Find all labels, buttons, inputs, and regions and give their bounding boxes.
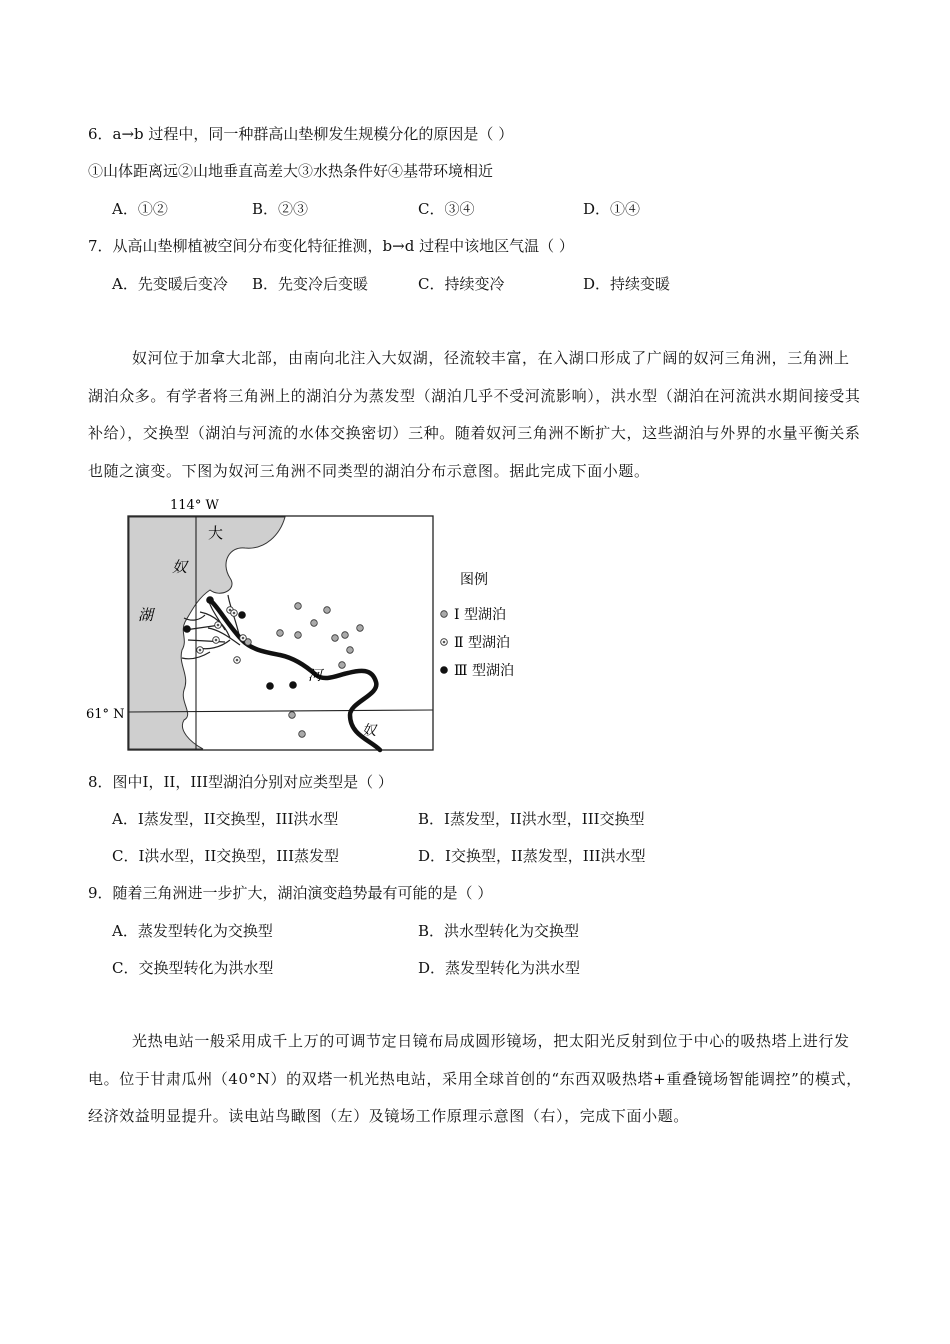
type-3-lake [206,596,214,604]
type-3-lake [289,681,297,689]
delta-lake-map [80,490,540,760]
q7-option-d[interactable]: D．持续变暖 [583,275,671,293]
q6-option-c[interactable]: C．③④ [418,200,475,218]
type-2-lake [197,647,204,654]
q8-option-c[interactable]: C．I洪水型，II交换型，III蒸发型 [112,847,340,865]
lake-char-hu: 湖 [138,606,154,624]
longitude-label: 114° W [170,498,219,513]
river-char-he: 河 [308,668,322,684]
q8-option-a[interactable]: A．I蒸发型，II交换型，III洪水型 [112,810,339,828]
type-2-lake [240,635,247,642]
type-1-lake [299,731,306,738]
passage-solar-thermal: 光热电站一般采用成千上万的可调节定日镜布局成圆形镜场，把太阳光反射到位于中心的吸热塔上进行发电。位于甘肃瓜州（40°N）的双塔一机光热电站，采用全球首创的“东西双吸热塔+重叠镜场智能调控”的模式，经济效益明显提升。读电站鸟瞰图（左）及镜场工作原理示意图（右），完成下面小题。 [88,1032,862,1125]
q9-option-b[interactable]: B．洪水型转化为交换型 [418,922,580,940]
map-legend [440,572,514,679]
type-3-lake [238,611,246,619]
q9-option-a[interactable]: A．蒸发型转化为交换型 [112,922,273,940]
q6-option-d[interactable]: D．①④ [583,200,641,218]
type-2-lake [234,657,241,664]
q7-option-b[interactable]: B．先变冷后变暖 [252,275,369,293]
type-2-lake [215,622,222,629]
type-1-lake [311,620,318,627]
q6-option-a[interactable]: A．①② [112,200,168,218]
type-1-lake [347,647,354,654]
type-1-lake [295,632,302,639]
lake-char-da: 大 [208,524,224,542]
type-1-lake [342,632,349,639]
type-1-lake [277,630,284,637]
type-3-lake [266,682,274,690]
legend-type-2: Ⅱ 型湖泊 [454,635,510,651]
q9-stem: 9．随着三角洲进一步扩大，湖泊演变趋势最有可能的是（ ） [88,884,493,902]
legend-swatch-type-1 [441,611,448,618]
q7-option-c[interactable]: C．持续变冷 [418,275,505,293]
type-2-lake [213,637,220,644]
type-1-lake [324,607,331,614]
legend-type-1: Ⅰ 型湖泊 [454,607,506,623]
type-1-lake [332,635,339,642]
q7-stem: 7．从高山垫柳植被空间分布变化特征推测，b→d 过程中该地区气温（ ） [88,237,574,255]
type-2-lake [231,610,238,617]
q8-stem: 8．图中I，II，III型湖泊分别对应类型是（ ） [88,773,393,791]
legend-swatch-type-3 [440,666,448,674]
type-3-lake [183,625,191,633]
q7-option-a[interactable]: A．先变暖后变冷 [112,275,228,293]
legend-type-3: Ⅲ 型湖泊 [454,663,514,679]
type-1-lake [295,603,302,610]
type-1-lake [289,712,296,719]
q9-option-d[interactable]: D．蒸发型转化为洪水型 [418,959,581,977]
legend-swatch-type-2-core [443,641,446,644]
latitude-label: 61° N [86,707,125,722]
q9-option-c[interactable]: C．交换型转化为洪水型 [112,959,274,977]
q8-option-b[interactable]: B．I蒸发型，II洪水型，III交换型 [418,810,645,828]
legend-title: 图例 [460,572,488,588]
q6-stem: 6．a→b 过程中，同一种群高山垫柳发生规模分化的原因是（ ） [88,125,514,143]
q6-option-b[interactable]: B．②③ [252,200,309,218]
type-1-lake [339,662,346,669]
type-1-lake [357,625,364,632]
lake-char-nu: 奴 [172,558,188,576]
q6-items: ①山体距离远②山地垂直高差大③水热条件好④基带环境相近 [88,162,494,180]
q8-option-d[interactable]: D．I交换型，II蒸发型，III洪水型 [418,847,646,865]
passage-slave-river: 奴河位于加拿大北部，由南向北注入大奴湖，径流较丰富，在入湖口形成了广阔的奴河三角洲，三角洲上湖泊众多。有学者将三角洲上的湖泊分为蒸发型（湖泊几乎不受河流影响），洪水型（湖泊在河流洪水期间接受其补给），交换型（湖泊与河流的水体交换密切）三种。随着奴河三角洲不断扩大，这些湖泊与外界的水量平衡关系也随之演变。下图为奴河三角洲不同类型的湖泊分布示意图。据此完成下面小题。 [88,349,861,480]
river-char-nu: 奴 [362,723,376,739]
